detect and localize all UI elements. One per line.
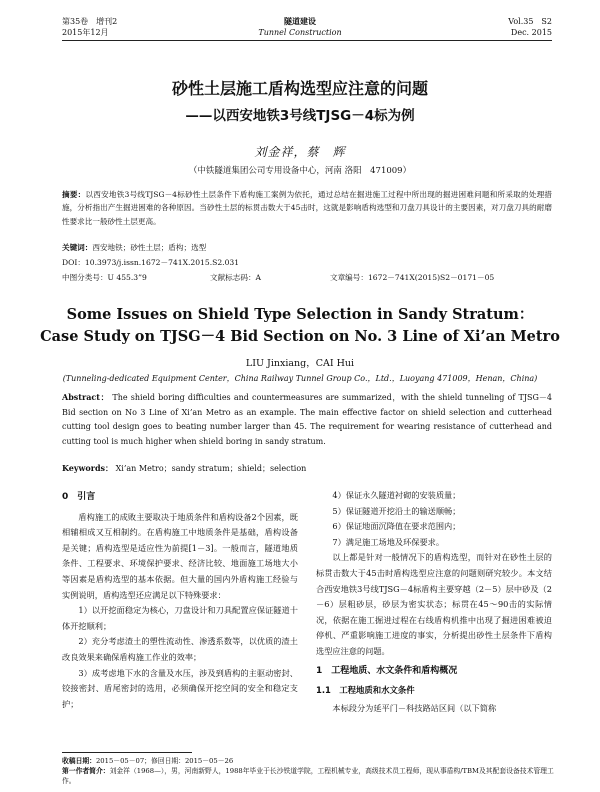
received-date: 收稿日期：2015－05－07；修回日期：2015－05－26 [62, 757, 234, 765]
paper-title-en [0, 304, 600, 348]
keywords-en [62, 463, 552, 474]
abstract-text-en: The shield boring difficulties and countermeasures are summarized，with the shield tunneling of TJSG－4 Bid section on No 3 Line of Xi’an Metro as an example. The main effective factor on shield selection and cutterhead cutting tool design goes to beating number larger than 45. The requirement for wearing resistance of cutterhead and cutting tool is much higher when shield boring in sandy stratum. [62, 393, 552, 446]
paper-subtitle-cn: ——以西安地铁3号线TJSG－4标为例 [185, 108, 415, 124]
journal-name-en: Tunnel Construction [258, 28, 342, 37]
keywords-label-en: Keywords： [62, 463, 114, 473]
running-header-right [508, 16, 552, 38]
keywords-label-cn: 关键词： [62, 243, 93, 252]
paragraph: 本标段分为延平门－科技路站区间（以下简称 [332, 702, 497, 713]
abstract-label-en: Abstract： [62, 392, 110, 402]
list-item: 2）充分考虑渣土的塑性流动性、渗透系数等，以优质的渣土改良效果来确保盾构施工作业的效率； [62, 636, 298, 662]
abstract-en [62, 390, 552, 449]
keywords-text-en: Xi’an Metro；sandy stratum；shield；selection [115, 464, 307, 473]
section-heading-1-1: 1.1 工程地质和水文条件 [316, 685, 415, 696]
paper-title-cn: 砂性土层施工盾构选型应注意的问题 [171, 79, 428, 98]
paper-title-en-line1: Some Issues on Shield Type Selection in Sandy Stratum： [66, 306, 534, 323]
authors-en: LIU Jinxiang，CAI Hui [245, 358, 355, 369]
authors-cn: 刘金祥，蔡 辉 [254, 145, 346, 159]
doi: DOI：10.3973/j.issn.1672－741X.2015.S2.031 [62, 258, 240, 267]
abstract-text-cn: 以西安地铁3号线TJSG－4标砂性土层条件下盾构施工案例为依托，通过总结在掘进施工过程中所出现的掘进困难问题和所采取的处理措施，分析指出产生掘进困难的各种原因。当砂性土层的标贯击数大于45击时，这就是影响盾构选型和刀盘刀具设计的主要因素，对刀盘刀具的耐磨性要求比一般砂性土层更高。 [62, 190, 553, 226]
list-item: 3）成考虑地下水的含量及水压，涉及到盾构的主驱动密封、铰接密封、盾尾密封的选用，必须确保开挖空间的安全和稳定支护； [62, 667, 298, 709]
list-item: 7）满足施工场地及环保要求。 [332, 536, 445, 547]
paragraph: 盾构施工的成败主要取决于地质条件和盾构设备2个因素，既相辅相成又互相制约。在盾构施工中地质条件是基础，盾构设备是关键；盾构选型是适应性为前提[1－3]。一般而言，隧道地质条件、工程要求、环境保护要求、经济比较、地面施工场地大小等因素是盾构选型的基本依据。但大量的国内外盾构施工经验与实例说明，盾构选型还应满足以下特殊要求： [62, 511, 298, 600]
list-item: 4）保证永久隧道衬砌的安装质量； [332, 490, 461, 500]
keywords-cn [62, 242, 552, 253]
abstract-label-cn: 摘要： [62, 190, 86, 199]
footnote [62, 756, 554, 786]
volume-en: Vol.35 S2 [508, 17, 552, 26]
paper-title-en-line2: Case Study on TJSG－4 Bid Section on No. 3 Line of Xi’an Metro [40, 328, 560, 345]
volume-cn: 第35卷 增刊2 [62, 17, 118, 26]
list-item: 5）保证隧道开挖沿土的输送顺畅； [332, 505, 461, 516]
document-code: 文献标志码：A [210, 273, 262, 282]
keywords-text-cn: 西安地铁；砂性土层；盾构；选型 [92, 243, 207, 252]
date-en: Dec. 2015 [510, 28, 552, 37]
section-heading-1: 1 工程地质、水文条件和盾构概况 [316, 665, 458, 676]
body-column-left [62, 488, 298, 712]
paragraph: 以上都是针对一般情况下的盾构选型，而针对在砂性土层的标贯击数大于45击时盾构选型应注意的问题则研究较少。本文结合西安地铁3号线TJSG－4标盾构主要穿越（2－5）层中砂及（2－6）层粗砂层，砂层为密实状态；标贯在45～90击的实际情况，依据在施工掘进过程在右线盾构机推中出现了掘进困难被迫停机、严重影响施工进度的事实，分析提出砂性土层条件下盾构选型应注意的问题。 [316, 552, 552, 656]
abstract-cn [62, 188, 552, 228]
author-bio: 第一作者简介：刘金祥（1968—），男，河南新野人，1988年毕业于长沙铁道学院，工程机械专业，高级技术员工程师，现从事盾构/TBM及其配套设备技术管理工作。 [62, 767, 554, 785]
footnote-divider [62, 752, 192, 753]
date-cn: 2015年12月 [62, 28, 109, 37]
body-column-right [316, 488, 552, 716]
article-number: 文章编号：1672－741X(2015)S2－0171－05 [330, 273, 495, 282]
affiliation-en: (Tunneling-dedicated Equipment Center，China Railway Tunnel Group Co.，Ltd.，Luoyang 471009，Henan，China) [62, 374, 538, 383]
clc-number: 中图分类号：U 455.3”9 [62, 273, 147, 282]
list-item: 1）以开挖面稳定为核心，刀盘设计和刀具配置应保证隧道十体开挖顺利； [62, 605, 298, 631]
header-divider [62, 40, 552, 41]
section-heading-introduction: 0 引言 [62, 492, 96, 502]
affiliation-cn: （中铁隧道集团公司专用设备中心，河南 洛阳 471009） [188, 166, 412, 176]
list-item: 6）保证地面沉降值在要求范围内； [332, 521, 461, 532]
journal-name-cn: 隧道建设 [284, 16, 316, 26]
